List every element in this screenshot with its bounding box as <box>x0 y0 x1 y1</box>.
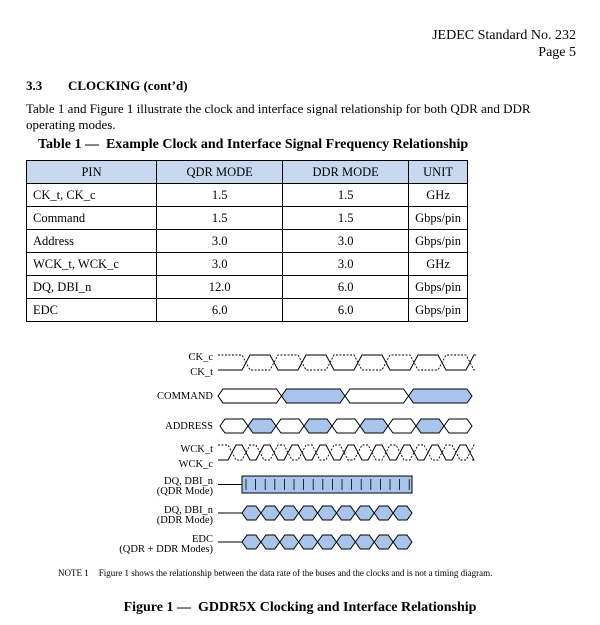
cell-ddr: 6.0 <box>283 299 409 322</box>
column-header-ddr-mode: DDR MODE <box>283 161 409 184</box>
cell-ddr: 6.0 <box>283 276 409 299</box>
cell-unit: Gbps/pin <box>409 299 468 322</box>
address-bus-eye <box>248 419 276 433</box>
wck-wave-dashed <box>218 445 474 460</box>
edc-bus-eye <box>242 535 261 549</box>
command-bus-eye <box>218 389 282 403</box>
cell-qdr: 1.5 <box>157 207 283 230</box>
edc-bus-eye <box>393 535 412 549</box>
cell-pin: EDC <box>27 299 157 322</box>
dq-qdr-block <box>242 476 412 493</box>
edc-bus-eye <box>336 535 355 549</box>
label-wck-c: WCK_c <box>178 459 213 470</box>
standard-number: JEDEC Standard No. 232 <box>432 28 576 43</box>
section-number: 3.3 <box>26 78 43 93</box>
column-header-unit: UNIT <box>409 161 468 184</box>
dq-ddr-bus-eye <box>393 506 412 520</box>
cell-unit: GHz <box>409 253 468 276</box>
dq-ddr-bus-eye <box>242 506 261 520</box>
command-bus-eye <box>409 389 473 403</box>
label-dq-qdr: DQ, DBI_n <box>164 476 213 487</box>
address-bus-eye <box>416 419 444 433</box>
command-bus-eye <box>282 389 346 403</box>
label-address: ADDRESS <box>165 421 213 432</box>
table-row <box>27 184 468 207</box>
note-label: NOTE 1 <box>58 568 89 578</box>
edc-bus-eye <box>299 535 318 549</box>
cell-unit: Gbps/pin <box>409 276 468 299</box>
column-header-qdr-mode: QDR MODE <box>157 161 283 184</box>
cell-qdr: 3.0 <box>157 230 283 253</box>
cell-qdr: 3.0 <box>157 253 283 276</box>
column-header-pin: PIN <box>27 161 157 184</box>
frequency-table <box>26 160 468 322</box>
edc-bus-eye <box>374 535 393 549</box>
cell-ddr: 3.0 <box>283 230 409 253</box>
edc-bus-eye <box>355 535 374 549</box>
cell-pin: WCK_t, WCK_c <box>27 253 157 276</box>
table-row <box>27 276 468 299</box>
address-bus-eye <box>388 419 416 433</box>
command-bus-eye <box>345 389 409 403</box>
edc-bus-eye <box>261 535 280 549</box>
table-header-row <box>27 161 468 184</box>
timing-diagram <box>0 345 600 560</box>
waveforms <box>218 355 476 549</box>
label-dq-ddr: DQ, DBI_n <box>164 505 213 516</box>
table-row <box>27 299 468 322</box>
edc-bus-eye <box>280 535 299 549</box>
dq-ddr-bus-eye <box>280 506 299 520</box>
cell-qdr: 12.0 <box>157 276 283 299</box>
intro-paragraph: Table 1 and Figure 1 illustrate the clock and interface signal relationship for both QDR and DDR operating modes. <box>26 101 531 132</box>
table-row <box>27 253 468 276</box>
figure-note <box>58 567 492 579</box>
ck-wave-solid <box>218 355 476 370</box>
section-title: CLOCKING (cont’d) <box>68 78 188 93</box>
cell-pin: Command <box>27 207 157 230</box>
dq-ddr-bus-eye <box>299 506 318 520</box>
dq-ddr-bus-eye <box>261 506 280 520</box>
wck-wave-solid <box>218 445 474 460</box>
label-ck-t: CK_t <box>190 367 213 378</box>
label-ck-c: CK_c <box>188 352 213 363</box>
address-bus-eye <box>276 419 304 433</box>
label-dq-qdr-mode: (QDR Mode) <box>156 486 213 497</box>
label-dq-ddr-mode: (DDR Mode) <box>156 515 213 526</box>
cell-ddr: 1.5 <box>283 207 409 230</box>
label-wck-t: WCK_t <box>180 444 213 455</box>
cell-pin: DQ, DBI_n <box>27 276 157 299</box>
figure-caption: Figure 1 — GDDR5X Clocking and Interface Relationship <box>123 600 477 615</box>
cell-ddr: 1.5 <box>283 184 409 207</box>
edc-bus-eye <box>318 535 337 549</box>
cell-unit: GHz <box>409 184 468 207</box>
cell-pin: Address <box>27 230 157 253</box>
label-edc: EDC <box>192 534 213 545</box>
cell-qdr: 1.5 <box>157 184 283 207</box>
cell-ddr: 3.0 <box>283 253 409 276</box>
note-text: Figure 1 shows the relationship between the data rate of the buses and the clocks and is not a timing diagram. <box>98 568 493 578</box>
address-bus-eye <box>220 419 248 433</box>
table-caption: Table 1 — Example Clock and Interface Signal Frequency Relationship <box>38 137 469 152</box>
cell-unit: Gbps/pin <box>409 230 468 253</box>
address-bus-eye <box>444 419 472 433</box>
label-command: COMMAND <box>156 391 213 402</box>
section-heading <box>26 78 188 94</box>
cell-unit: Gbps/pin <box>409 207 468 230</box>
dq-ddr-bus-eye <box>336 506 355 520</box>
label-edc-modes: (QDR + DDR Modes) <box>119 544 213 555</box>
cell-qdr: 6.0 <box>157 299 283 322</box>
address-bus-eye <box>360 419 388 433</box>
page-number: Page 5 <box>538 45 576 60</box>
table-row <box>27 207 468 230</box>
page-header <box>432 27 576 61</box>
dq-ddr-bus-eye <box>374 506 393 520</box>
table-row <box>27 230 468 253</box>
address-bus-eye <box>332 419 360 433</box>
dq-ddr-bus-eye <box>355 506 374 520</box>
address-bus-eye <box>304 419 332 433</box>
dq-ddr-bus-eye <box>318 506 337 520</box>
ck-wave-dashed <box>218 355 476 370</box>
cell-pin: CK_t, CK_c <box>27 184 157 207</box>
